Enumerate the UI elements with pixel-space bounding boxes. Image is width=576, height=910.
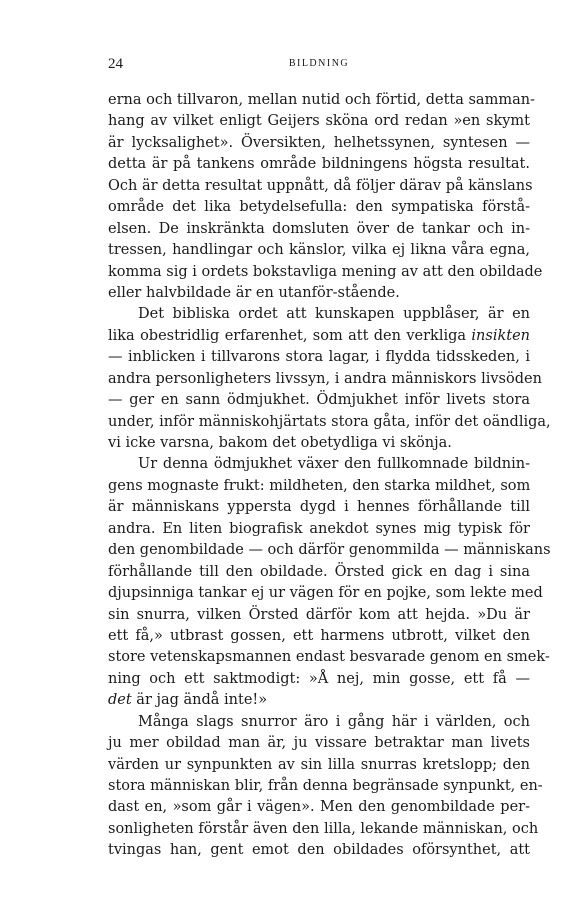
text-line: — inblicken i tillvarons stora lagar, i flydda tidsskeden, i [108,349,530,366]
text-line: förhållande till den obildade. Örsted gick en dag i sina [108,563,530,580]
text-line: dast en, »som går i vägen». Men den genombildade per- [108,799,530,816]
text-segment: lika obestridlig erfarenhet, som att den verkliga [108,327,472,344]
text-line: stora människan blir, från denna begränsade synpunkt, en- [108,778,543,794]
text-line: andra personligheters livssyn, i andra människors livsöden [108,370,542,387]
page-number: 24 [108,56,123,72]
text-line: komma sig i ordets bokstavliga mening av att den obildade [108,263,543,280]
text-line: ju mer obildad man är, ju vissare betraktar man livets [108,735,530,752]
text-line: sin snurra, vilken Örsted därför kom att hejda. »Du är [108,606,530,623]
text-line: ett få,» utbrast gossen, ett harmens utbrott, vilket den [108,627,530,644]
text-segment: är jag ändå inte!» [131,692,268,709]
text-line: andra. En liten biografisk anekdot synes mig typisk för [108,520,530,537]
text-line: vi icke varsna, bakom det obetydliga vi skönja. [108,435,452,451]
text-line: elsen. De inskränkta domsluten över de tankar och in- [108,220,530,237]
text-line: Och är detta resultat uppnått, då följer därav på känslans [108,177,533,194]
text-line: detta är på tankens område bildningens högsta resultat. [108,156,530,173]
italic-word: det [108,692,132,709]
text-line: under, inför människohjärtats stora gåta, inför det oändliga, [108,413,551,430]
text-line: eller halvbildade är en utanför-stående. [108,284,400,301]
text-line [108,690,530,711]
text-line: område det lika betydelsefulla: den sympatiska förstå- [108,199,530,216]
text-line: — ger en sann ödmjukhet. Ödmjukhet inför livets stora [108,392,530,409]
text-line: Det bibliska ordet att kunskapen uppblåser, är en [138,306,530,323]
text-line: tressen, handlingar och känslor, vilka ej likna våra egna, [108,242,530,259]
text-line: Många slags snurror äro i gång här i världen, och [138,713,530,730]
page-header [108,56,530,76]
text-line: tvingas han, gent emot den obildades oförsynthet, att [108,842,530,859]
running-head: BILDNING [288,58,350,69]
text-line: är människans yppersta dygd i hennes förhållande till [108,499,530,516]
text-line: sonligheten förstår även den lilla, lekande människan, och [108,820,539,837]
text-line: är lycksalighet». Översikten, helhetssynen, syntesen — [108,134,530,151]
text-line: värden ur synpunkten av sin lilla snurras kretslopp; den [108,756,530,773]
body-text [108,90,551,862]
text-line [108,326,530,347]
text-line: Ur denna ödmjukhet växer den fullkomnade bildnin- [138,456,530,473]
italic-word: insikten [471,327,530,344]
text-line: store vetenskapsmannen endast besvarade genom en smek- [108,649,550,666]
text-line: ning och ett saktmodigt: »Å nej, min gosse, ett få — [108,670,530,687]
text-line: erna och tillvaron, mellan nutid och förtid, detta samman- [108,92,535,108]
text-line: hang av vilket enligt Geijers sköna ord redan »en skymt [108,113,530,130]
text-line: djupsinniga tankar ej ur vägen för en pojke, som lekte med [108,585,543,602]
text-line: gens mognaste frukt: mildheten, den starka mildhet, som [108,477,531,494]
text-line: den genombildade — och därför genommilda — människans [108,542,551,559]
